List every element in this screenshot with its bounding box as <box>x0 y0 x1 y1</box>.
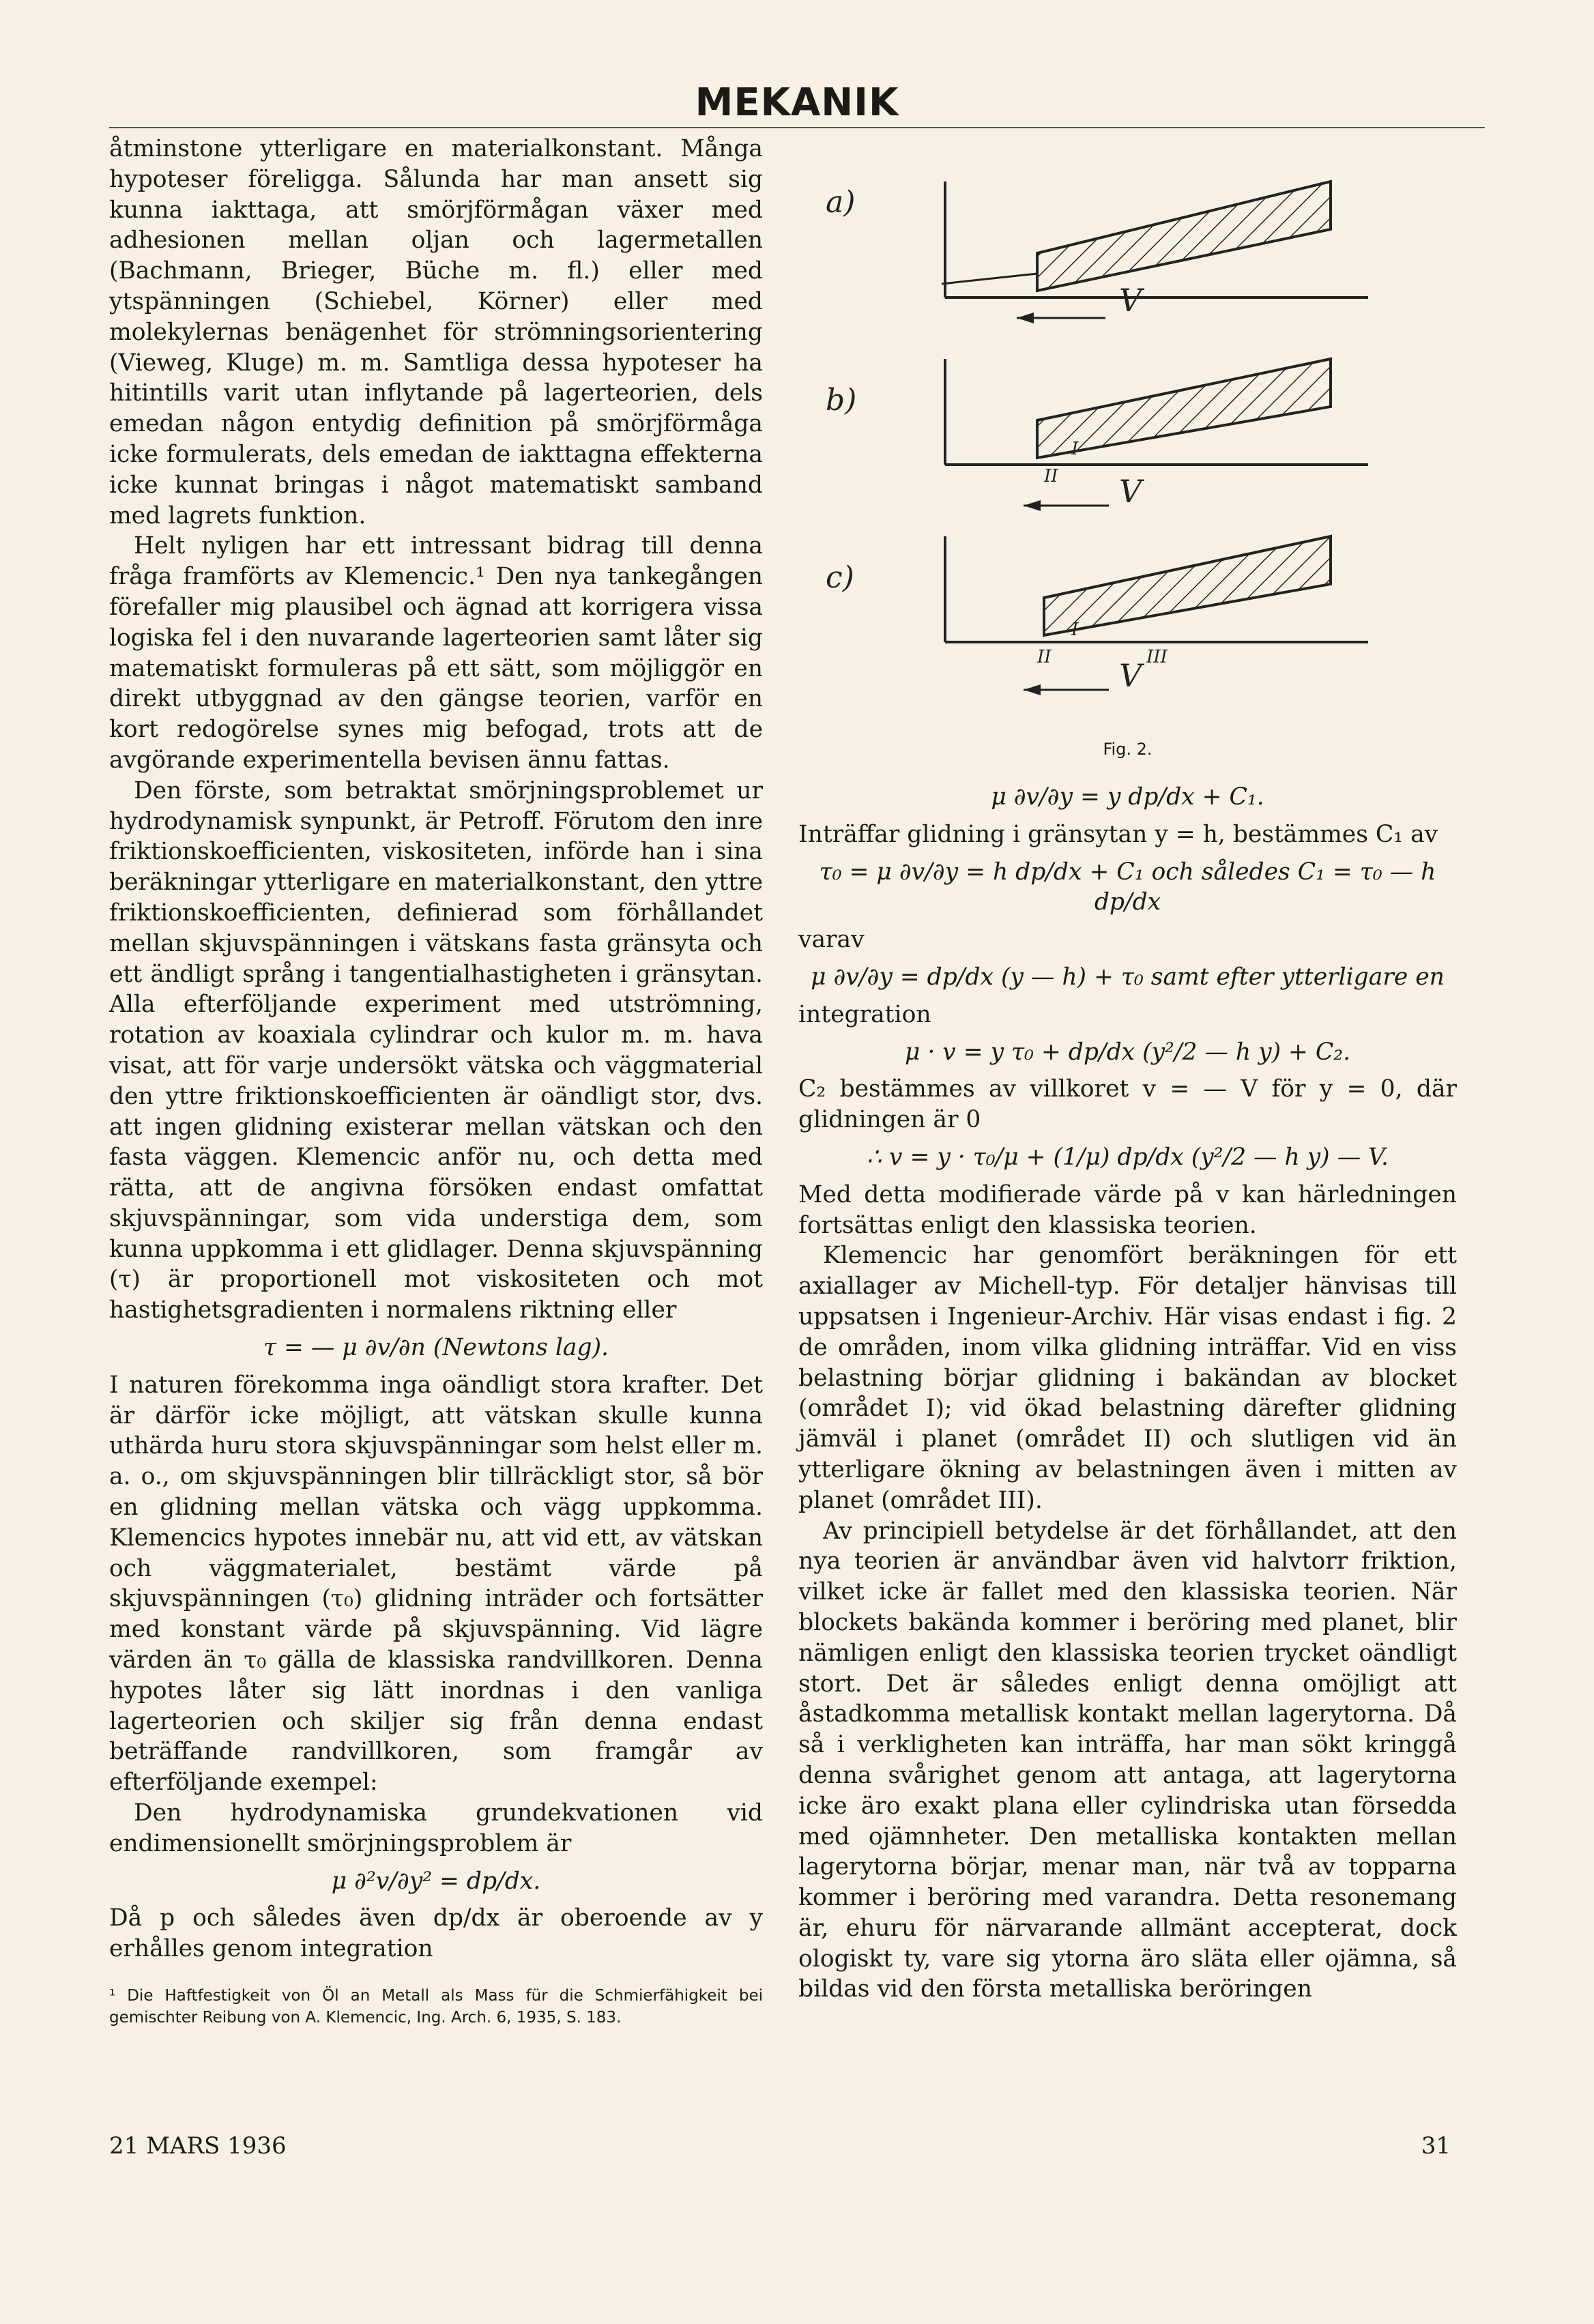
page-number: 31 <box>1421 2132 1451 2160</box>
footnote: ¹ Die Haftfestigkeit von Öl an Metall als Mass für die Schmierfähigkeit bei gemischter Reibung von A. Klemencic, Ing. Arch. 6, 1935, S. 183. <box>109 1987 763 2027</box>
section-header: MEKANIK <box>695 81 899 125</box>
paragraph: Inträffar glidning i gränsytan y = h, bestämmes C₁ av <box>798 820 1438 848</box>
paragraph: Med detta modifierade värde på v kan härledningen fortsättas enligt den klassiska teorien. <box>798 1180 1457 1239</box>
label-b: b) <box>826 383 857 418</box>
equation-base: μ ∂²v/∂y² = dp/dx. <box>331 1867 541 1895</box>
paragraph: Den förste, som betraktat smörjningsproblemet ur hydrodynamisk synpunkt, är Petroff. Förutom den inre friktionskoefficienten, viskositeten, införde han i sina beräkningar ytterligare en materialkonstant, den yttre friktionskoefficienten, definierad som förhållandet mellan skjuvspänningen i vätskans fasta gränsyta och ett ändligt språng i tangentialhastigheten i gränsytan. Alla efterföljande experiment med utströmning, rotation av koaxiala cylindrar och kulor m. m. hava visat, att för varje undersökt vätska och väggmaterial den yttre friktionskoefficienten är oändligt stor, dvs. att ingen glidning existerar mellan vätskan och den fasta väggen. Klemencic anför nu, och detta med rätta, att de angivna försöken endast omfattat skjuvspänningar, som vida understiga dem, som kunna uppkomma i ett glidlager. Denna skjuvspänning (τ) är proportionell mot viskositeten och mot hastighetsgradienten i normalens riktning eller <box>109 776 763 1324</box>
region-label-ii-c: II <box>1037 647 1052 667</box>
equation-gradient: μ ∂v/∂y = dp/dx (y — h) + τ₀ samt efter ytterligare en <box>811 963 1445 991</box>
region-label-ii: II <box>1044 466 1058 486</box>
figure-caption: Fig. 2. <box>1103 740 1153 759</box>
left-column <box>109 134 763 2029</box>
region-label-i-c: I <box>1071 620 1079 640</box>
velocity-label-a: V <box>1119 282 1142 319</box>
paragraph: Helt nyligen har ett intressant bidrag till denna fråga framförts av Klemencic.¹ Den nya tankegången förefaller mig plausibel och ägnad att korrigera vissa logiska fel i den nuvarande lagerteorien samt låter sig matematiskt formuleras på ett sätt, som möjliggör en direkt utbyggnad av den gängse teorien, varför en kort redogörelse synes mig befogad, trots att de avgörande experimentella bevisen ännu fattas. <box>109 532 763 774</box>
equation-velocity: μ · v = y τ₀ + dp/dx (y²/2 — h y) + C₂. <box>904 1038 1351 1066</box>
velocity-label-c: V <box>1119 657 1142 694</box>
label-c: c) <box>826 560 854 595</box>
right-column <box>798 134 1457 2005</box>
bearing-diagram <box>798 134 1457 734</box>
velocity-label-b: V <box>1119 473 1142 510</box>
paragraph: Den hydrodynamiska grundekvationen vid endimensionellt smörjningsproblem är <box>109 1799 763 1857</box>
paragraph: integration <box>798 1000 931 1028</box>
figure-2 <box>798 134 1457 775</box>
paragraph: Då p och således även dp/dx är oberoende av y erhålles genom integration <box>109 1904 763 1963</box>
label-a: a) <box>826 185 856 220</box>
paragraph: C₂ bestämmes av villkoret v = — V för y = 0, där glidningen är 0 <box>798 1075 1457 1134</box>
region-label-i: I <box>1071 439 1079 459</box>
paragraph: Klemencic har genomfört beräkningen för ett axiallager av Michell-typ. För detaljer hänvisas till uppsatsen i Ingenieur-Archiv. Här visas endast i fig. 2 de områden, inom vilka glidning inträffar. Vid en viss belastning börjar glidning i bakändan av blocket (området I); vid ökad belastning därefter glidning jämväl i planet (området II) och slutligen vid än ytterligare ökning av belastningen även i mitten av planet (området III). <box>798 1242 1457 1514</box>
paragraph: I naturen förekomma inga oändligt stora krafter. Det är därför icke möjligt, att vätskan skulle kunna uthärda huru stora skjuvspänningar som helst eller m. a. o., om skjuvspänningen blir tillräckligt stor, så bör en glidning mellan vätska och vägg uppkomma. Klemencics hypotes innebär nu, att vid ett, av vätskan och väggmaterialet, bestämt värde på skjuvspänningen (τ₀) glidning inträder och fortsätter med konstant värde på skjuvspänning. Vid lägre värden än τ₀ gälla de klassiska randvillkoren. Denna hypotes låter sig lätt inordnas i den vanliga lagerteorien och skiljer sig från denna endast beträffande randvillkoren, som framgår av efterföljande exempel: <box>109 1371 763 1797</box>
paragraph: Av principiell betydelse är det förhållandet, att den nya teorien är användbar även vid halvtorr friktion, vilket icke är fallet med den klassiska teorien. När blockets bakända kommer i beröring med planet, blir nämligen enligt den klassiska teorien trycket oändligt stort. Det är således enligt denna omöjligt att åstadkomma metallisk kontakt mellan lagerytorna. Då så i verkligheten kan inträffa, har man sökt kringgå denna svårighet genom att antaga, att lagerytorna icke äro exakt plana eller cylindriska utan försedda med ojämnheter. Den metalliska kontakten mellan lagerytorna börjar, menar man, när två av topparna kommer i beröring med varandra. Detta resonemang är, ehuru för närvarande allmänt accepterat, dock ologiskt ty, vare sig ytorna äro släta eller ojämna, så bildas vid den första metalliska beröringen <box>798 1517 1457 2003</box>
equation-final: ∴ v = y · τ₀/μ + (1/μ) dp/dx (y²/2 — h y) — V. <box>867 1143 1389 1171</box>
paragraph: åtminstone ytterligare en materialkonstant. Många hypoteser föreligga. Sålunda har man ansett sig kunna iakttaga, att smörjförmågan växer med adhesionen mellan oljan och lagermetallen (Bachmann, Brieger, Büche m. fl.) eller med ytspänningen (Schiebel, Körner) eller med molekylernas benägenhet för strömningsorientering (Vieweg, Kluge) m. m. Samtliga dessa hypoteser ha hitintills varit utan inflytande på lagerteorien, dels emedan någon entydig definition på smörjförmåga icke formulerats, dels emedan de iakttagna effekterna icke kunnat bringas i något matematiskt samband med lagrets funktion. <box>109 135 763 529</box>
equation-c1: τ₀ = μ ∂v/∂y = h dp/dx + C₁ och således C₁ = τ₀ — h dp/dx <box>819 858 1436 916</box>
paragraph: varav <box>798 926 865 954</box>
header-rule <box>109 127 1485 128</box>
equation-integration: μ ∂v/∂y = y dp/dx + C₁. <box>991 783 1264 811</box>
footer-date: 21 MARS 1936 <box>109 2132 287 2160</box>
region-label-iii: III <box>1146 647 1168 667</box>
equation-newton: τ = — μ ∂v/∂n (Newtons lag). <box>263 1334 609 1362</box>
